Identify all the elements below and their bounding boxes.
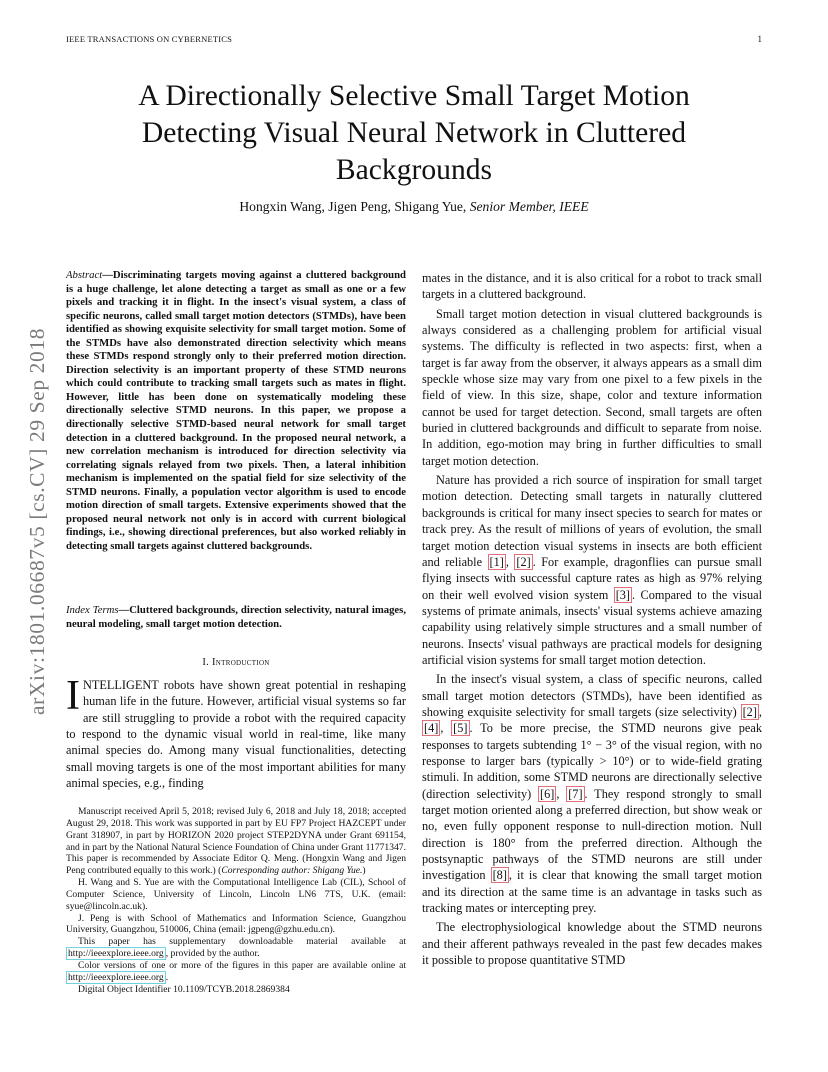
- abstract-text: —Discriminating targets moving against a cluttered background is a huge challenge, let alone detecting a target as small as one or a few pixels and tracking it in flight. In the insect's visual system, a class of specific neurons, called small target motion detectors (STMDs), have been identified as showing exquisite selectivity for small target motion. Some of the STMDs have also demonstrated direction selectivity which means these STMDs respond strongly only to their preferred motion direction. Direction selectivity is an important property of these STMD neurons which could contribute to tracking small targets such as mates in flight. However, little has been done on systematically modeling these directionally selective STMD neurons. In this paper, we propose a directionally selective STMD-based neural network for small target detection in a cluttered background. In the proposed neural network, a new correlation mechanism is introduced for direction selectivity via correlating signals relayed from two pixels. Then, a lateral inhibition mechanism is implemented on the spatial field for size selectivity of the STMD neurons. Finally, a population vector algorithm is used to encode motion direction of small targets. Extensive experiments showed that the proposed neural network not only is in accord with current biological findings, i.e., showing directional preferences, but also worked reliably in detecting small targets against cluttered backgrounds.: [66, 269, 406, 552]
- paragraph-text: Nature has provided a rich source of inspiration for small target motion detection. Detecting small targets in naturally cluttered backgrounds is critical for many insect species to search for mates or track prey. As the result of millions of years of evolution, the small target motion detection visual systems in insects are both efficient and reliable: [422, 473, 762, 569]
- running-head: IEEE TRANSACTIONS ON CYBERNETICS: [66, 34, 233, 44]
- footnotes: [66, 806, 406, 996]
- footnote-text: , provided by the author.: [165, 948, 260, 960]
- citation[interactable]: [2]: [742, 704, 757, 719]
- footnote-text: .: [165, 971, 169, 983]
- abstract-label: Abstract: [66, 269, 103, 281]
- citation[interactable]: [6]: [540, 786, 555, 801]
- ieee-link[interactable]: http://ieeexplore.ieee.org: [68, 971, 164, 983]
- section-name: Introduction: [212, 657, 270, 668]
- ieee-link[interactable]: http://ieeexplore.ieee.org: [68, 948, 164, 960]
- paragraph: mates in the distance, and it is also critical for a robot to track small targets in a cluttered background.: [422, 271, 762, 302]
- section-numeral: I.: [202, 657, 210, 668]
- paragraph-text: . Compared to the visual systems of primate animals, insects' visual systems achieve amazing capability using relatively simple structures and a small number of neurons. Insects' visual pathways are practical models for designing artificial vision systems for small target motion detection.: [422, 587, 762, 667]
- citation[interactable]: [4]: [424, 721, 439, 736]
- index-terms-label: Index Terms: [66, 604, 119, 616]
- title-line: Backgrounds: [335, 154, 493, 186]
- footnote-affiliation: H. Wang and S. Yue are with the Computational Intelligence Lab (CIL), School of Computer Science, University of Lincoln, Lincoln LN6 7TS, U.K. (email: syue@lincoln.ac.uk).: [66, 877, 406, 912]
- paragraph: In the insect's visual system, a class of specific neurons, called small target motion detectors (STMDs), have been identified as showing exquisite selectivity for small targets (size selectivity) [2] , [4] , [5] . To be more precise, the STMD neurons give peak responses to targets subtending 1° − 3° of the visual region, with no response to larger bars (typically > 10°) or to wide-field grating stimuli. In addition, some STMD neurons are directionally selective (direction selectivity) [6] , [7] . They respond strongly to small target motion oriented along a preferred direction, but show weak or no, even fully opponent response to null-direction motion. Null direction is 180° from the preferred direction. Although the postsynaptic pathways of the STMD neurons are still under investigation [8] , it is clear that knowing the small target motion and its direction at the same time is an advantage in tasks such as tracking mates or intercepting prey.: [422, 672, 763, 916]
- footnote-text: Manuscript received April 5, 2018; revised July 6, 2018 and July 18, 2018; accepted August 29, 2018. This work was supported in part by EU FP7 Project HAZCEPT under Grant 318907, in part by HORIZON 2020 project STEP2DYNA under Grant 691154, and in part by the National Natural Science Foundation of China under Grant 11771347. This paper is recommended by Associate Editor Q. Meng. (Hongxin Wang and Jigen Peng contributed equally to this work.) (: [66, 806, 406, 877]
- index-terms-text: —Cluttered backgrounds, direction selectivity, natural images, neural modeling, small target motion detection.: [66, 604, 406, 630]
- abstract: [66, 269, 406, 553]
- citation[interactable]: [1]: [489, 554, 504, 569]
- footnote-text: This paper has supplementary downloadable material available at: [78, 936, 406, 948]
- citation[interactable]: [5]: [453, 721, 468, 736]
- footnote-color: [66, 960, 406, 984]
- citation[interactable]: [8]: [492, 868, 507, 883]
- paragraph-text: . To be more precise, the STMD neurons give peak responses to targets subtending 1° − 3° of the visual region, with no response to larger bars (typically > 10°) or to wide-field grating stimuli. In addition, some STMD neurons are directionally selective (direction selectivity): [422, 721, 762, 801]
- author-list: [66, 199, 762, 215]
- footnote-affiliation: J. Peng is with School of Mathematics and Information Science, Guangzhou University, Guangzhou, 510006, China (email: jgpeng@gzhu.edu.cn).: [66, 912, 406, 936]
- footnote-supplementary: [66, 936, 406, 960]
- index-terms: [66, 604, 406, 631]
- paper-title: [70, 78, 758, 189]
- corresponding-author: Corresponding author: Shigang Yue.: [221, 865, 363, 877]
- title-line: Detecting Visual Neural Network in Cluttered: [141, 117, 687, 149]
- author-membership: Senior Member, IEEE: [469, 199, 589, 214]
- paragraph-text: , it is clear that knowing the small target motion and its direction at the same time is an advantage in tasks such as tracking mates or intercepting prey.: [422, 868, 763, 916]
- footnote-text: Color versions of one or more of the figures in this paper are available online at: [78, 959, 406, 971]
- intro-caps: NTELLIGENT: [83, 678, 159, 692]
- doi: Digital Object Identifier 10.1109/TCYB.2018.2869384: [78, 983, 290, 995]
- drop-cap: I: [66, 673, 80, 719]
- paragraph: Small target motion detection in visual cluttered backgrounds is always considered as a challenging problem for artificial visual systems. The difficulty is reflected in two aspects: first, when a target is far away from the observer, it always appears as a small dim speckle whose size may vary from one pixel to a few pixels in the field of view. In this size, shape, color and texture information cannot be used for target detection. Second, small targets are often buried in cluttered backgrounds and difficult to separate from noise. In addition, ego-motion may bring in further difficulties to small target motion detection.: [422, 306, 762, 468]
- footnote-manuscript: [66, 806, 406, 877]
- arxiv-watermark: arXiv:1801.06687v5 [cs.CV] 29 Sep 2018: [25, 327, 49, 715]
- author-names: Hongxin Wang, Jigen Peng, Shigang Yue,: [239, 199, 467, 214]
- right-column-text: [422, 270, 762, 968]
- citation[interactable]: [7]: [568, 786, 583, 801]
- intro-text: robots have shown great potential in reshaping human life in the future. However, artificial visual systems so far are still struggling to provide a robot with the required capacity to respond to the dynamic visual world in real-time, like many animal species do. Among many visual functionalities, detecting small moving targets is one of the most important abilities for many animal species, e.g., finding: [66, 678, 406, 791]
- paragraph-text: . They respond strongly to small target motion oriented along a preferred direction, but show weak or no, even fully opponent response to null-direction motion. Null direction is 180° from the preferred direction. Although the postsynaptic pathways of the STMD neurons are still under investigation: [422, 786, 762, 883]
- paragraph-text: In the insect's visual system, a class of specific neurons, called small target motion detectors (STMDs), have been identified as showing exquisite selectivity for small targets (size selectivity): [422, 672, 762, 719]
- section-heading: [66, 657, 406, 668]
- footnote-text: ): [362, 865, 366, 877]
- page-number: 1: [757, 34, 762, 44]
- title-line: A Directionally Selective Small Target Motion: [138, 80, 690, 112]
- paragraph: The electrophysiological knowledge about the STMD neurons and their afferent pathways revealed in the past few decades makes it possible to propose quantitative STMD: [422, 920, 762, 968]
- paragraph: Nature has provided a rich source of inspiration for small target motion detection. Detecting small targets in naturally cluttered backgrounds is critical for many insect species to search for mates or track prey. As the result of millions of years of evolution, the small target motion detection visual systems in insects are both efficient and reliable [1] , [2] . For example, dragonflies can pursue small flying insects with successful capture rates as high as 97% relying on their well evolved vision system [3] . Compared to the visual systems of primate animals, insects' visual systems achieve amazing capability using relatively simple structures and a small number of neurons. Insects' visual pathways are practical models for designing artificial vision systems for small target motion detection.: [422, 473, 762, 667]
- intro-paragraph: [66, 673, 406, 791]
- citation[interactable]: [3]: [615, 587, 631, 602]
- paragraph-text: . For example, dragonflies can pursue small flying insects with successful capture rates as high as 97% relying on their well evolved vision system: [422, 554, 762, 602]
- citation[interactable]: [2]: [516, 554, 531, 569]
